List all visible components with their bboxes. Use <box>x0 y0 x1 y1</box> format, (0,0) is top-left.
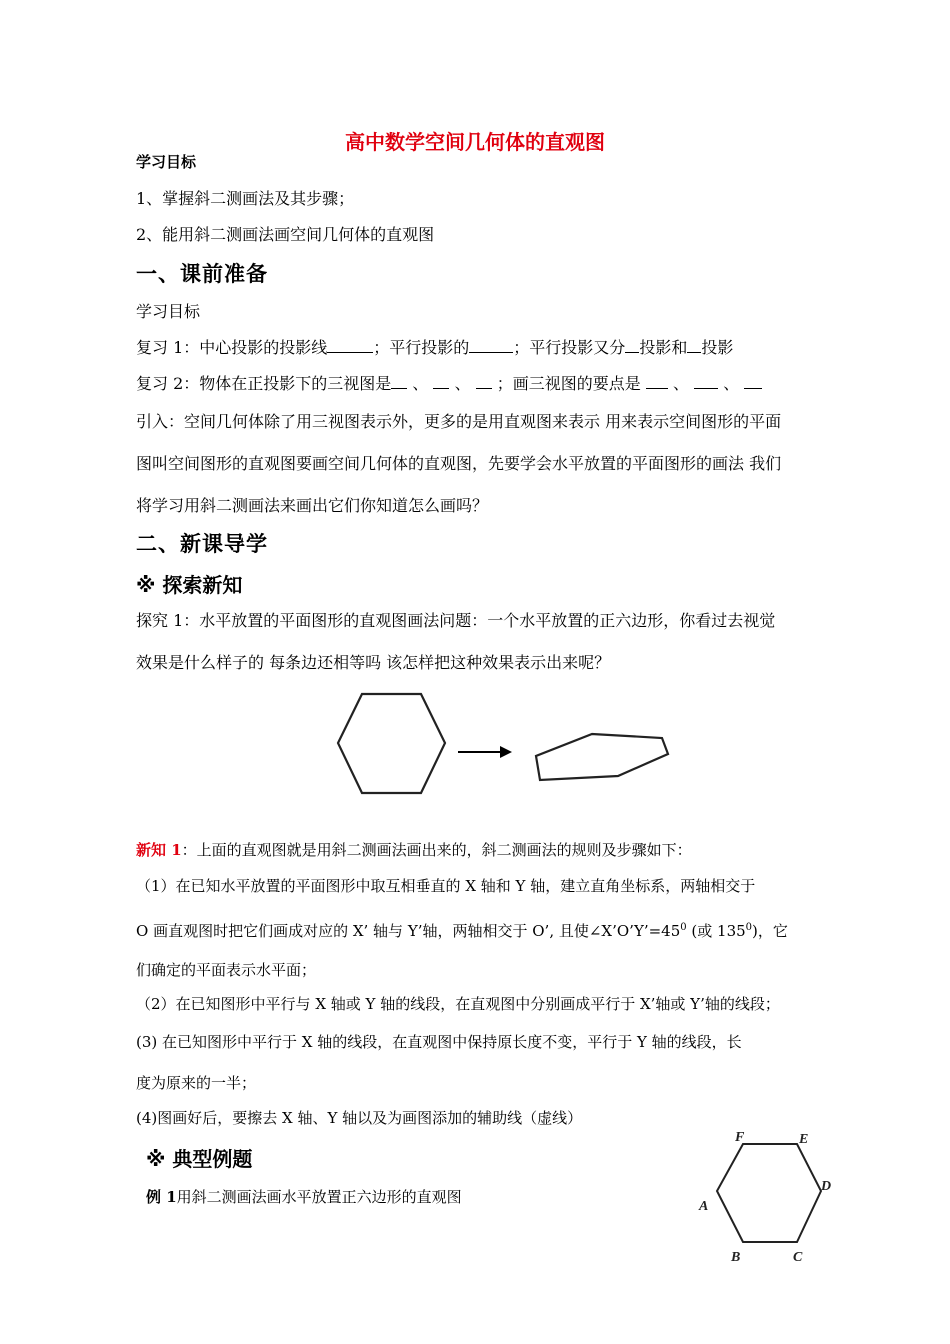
review1-prefix: 复习 1：中心投影的投影线 <box>136 338 328 357</box>
degree-sup: 0 <box>680 922 687 933</box>
step-1-line-2-end: )，它 <box>752 922 788 940</box>
review1-mid2: ；平行投影又分 <box>513 338 626 357</box>
blank <box>625 352 639 353</box>
vertex-label-b: B <box>731 1250 741 1265</box>
step-2: （2）在已知图形中平行与 X 轴或 Y 轴的线段，在直观图中分别画成平行于 X’轴或 Y’轴的线段； <box>136 995 780 1013</box>
blank <box>391 388 407 389</box>
example-label: 例 1 <box>146 1188 177 1206</box>
vertex-label-a: A <box>699 1199 709 1214</box>
objectives-heading: 学习目标 <box>136 153 197 171</box>
page-title: 高中数学空间几何体的直观图 <box>345 130 605 154</box>
blank <box>327 352 373 353</box>
newknow-text: ：上面的直观图就是用斜二测画法画出来的，斜二测画法的规则及步骤如下： <box>181 841 692 859</box>
intro-line-2: 图叫空间图形的直观图要画空间几何体的直观图，先要学会水平放置的平面图形的画法 我们 <box>136 454 782 473</box>
review1-mid1: ；平行投影的 <box>373 338 470 357</box>
vertex-label-f: F <box>735 1130 745 1145</box>
separator: 、 <box>412 374 429 393</box>
step-3-line-2: 度为原来的一半； <box>136 1074 257 1092</box>
step-3-line-1: (3) 在已知图形中平行于 X 轴的线段，在直观图中保持原长度不变，平行于 Y 轴的线段，长 <box>136 1033 742 1051</box>
blank <box>694 388 718 389</box>
section1-label: 学习目标 <box>136 302 201 321</box>
step-1-line-2-text: O 画直观图时把它们画成对应的 X’ 轴与 Y’轴，两轴相交于 O’, 且使∠X’O’Y’=45 <box>136 922 681 940</box>
explore-heading: ※ 探索新知 <box>136 573 243 597</box>
regular-hexagon-shape <box>338 694 445 793</box>
hexagon-transform-figure <box>330 690 680 800</box>
intro-line-1: 引入：空间几何体除了用三视图表示外，更多的是用直观图来表示 用来表示空间图形的平面 <box>136 412 782 431</box>
blank <box>469 352 513 353</box>
vertex-label-e: E <box>799 1132 809 1147</box>
blank <box>646 388 668 389</box>
vertex-label-d: D <box>821 1179 832 1194</box>
separator: 、 <box>723 374 740 393</box>
review1-suffix: 投影 <box>701 338 734 357</box>
separator: 、 <box>672 374 689 393</box>
review2-line <box>136 374 762 394</box>
vertex-label-c: C <box>793 1250 803 1265</box>
example-heading: ※ 典型例题 <box>146 1147 253 1171</box>
review2-prefix: 复习 2：物体在正投影下的三视图是 <box>136 374 392 393</box>
separator: 、 <box>454 374 471 393</box>
section2-heading: 二、新课导学 <box>136 532 268 556</box>
review2-mid: ；画三视图的要点是 <box>496 374 641 393</box>
intro-line-3: 将学习用斜二测画法来画出它们你知道怎么画吗？ <box>136 496 489 515</box>
explore-line-1: 探究 1：水平放置的平面图形的直观图画法问题：一个水平放置的正六边形，你看过去视觉 <box>136 611 776 630</box>
newknow-line <box>136 840 692 860</box>
review1-line <box>136 338 733 358</box>
objective-2: 2、能用斜二测画法画空间几何体的直观图 <box>136 225 435 244</box>
arrow-head <box>500 746 512 758</box>
blank <box>744 388 762 389</box>
blank <box>476 388 492 389</box>
oblique-hexagon-shape <box>536 734 668 780</box>
labeled-hexagon-figure <box>695 1126 845 1266</box>
blank <box>687 352 701 353</box>
hexagon-abcdef-shape <box>717 1144 821 1242</box>
objective-1: 1、掌握斜二测画法及其步骤； <box>136 189 355 208</box>
review1-mid3: 投影和 <box>639 338 688 357</box>
step-1-line-3: 们确定的平面表示水平面； <box>136 961 317 979</box>
degree-sup: 0 <box>745 922 753 933</box>
newknow-label: 新知 1 <box>136 841 182 859</box>
example-text: 用斜二测画法画水平放置正六边形的直观图 <box>176 1188 462 1206</box>
step-1-line-2 <box>136 918 788 941</box>
blank <box>433 388 449 389</box>
section1-heading: 一、课前准备 <box>136 262 268 286</box>
step-1-line-1: （1）在已知水平放置的平面图形中取互相垂直的 X 轴和 Y 轴，建立直角坐标系，两轴相交于 <box>136 877 756 895</box>
step-1-line-2-mid: (或 135 <box>686 922 746 940</box>
explore-line-2: 效果是什么样子的 每条边还相等吗 该怎样把这种效果表示出来呢？ <box>136 653 611 672</box>
step-4: (4)图画好后，要擦去 X 轴、Y 轴以及为画图添加的辅助线（虚线） <box>136 1109 583 1127</box>
example-1-line <box>146 1187 462 1207</box>
